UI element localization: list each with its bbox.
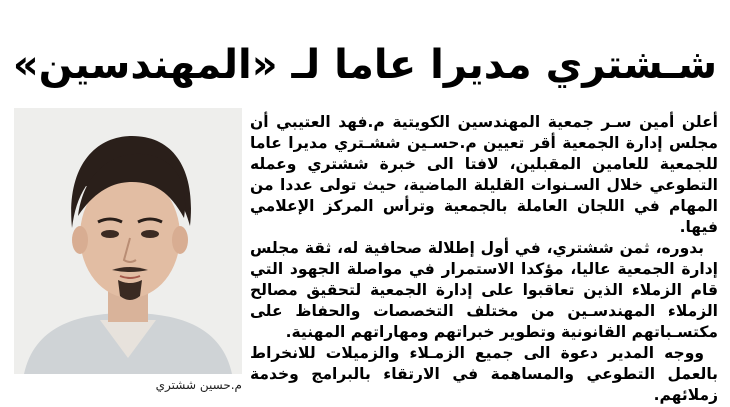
portrait-photo — [14, 108, 242, 374]
article-paragraph: أعلن أمين سـر جمعية المهندسين الكويتية م.فهد العتيبي أن مجلس إدارة الجمعية أقر تعيين م.حسـين ششـتري مديرا عاما للجمعية للعامين المقبلين، لافتا الى خبرة ششتري وعمله التطوعي خلال السـنوات القليلة الماضية، حيث تولى عددا من المهام في اللجان العاملة بالجمعية وترأس المركز الإعلامي فيها. — [250, 113, 718, 236]
article-paragraph: بدوره، ثمن ششتري، في أول إطلالة صحافية له، ثقة مجلس إدارة الجمعية عاليا، مؤكدا الاستمرار في مواصلة الجهود التي قام الزملاء الذين تعاقبوا على إدارة الجمعية لتحقيق مصالح الزملاء المهندسـين من مختلف التخصصات والحفاظ على مكتسـباتهم القانونية وتطوير خبراتهم ومهاراتهم المهنية. — [250, 239, 718, 341]
photo-caption: م.حسين ششتري — [155, 378, 242, 392]
portrait-illustration — [14, 108, 242, 374]
headline: شـشتري مديرا عاما لـ «المهندسين» — [12, 41, 718, 88]
article-body — [250, 112, 718, 406]
article-paragraph: ووجه المدير دعوة الى جميع الزمـلاء والزميلات للانخراط بالعمل التطوعي والمساهمة في الارتقاء بالبرامج وخدمة زملائهم. — [250, 344, 718, 404]
